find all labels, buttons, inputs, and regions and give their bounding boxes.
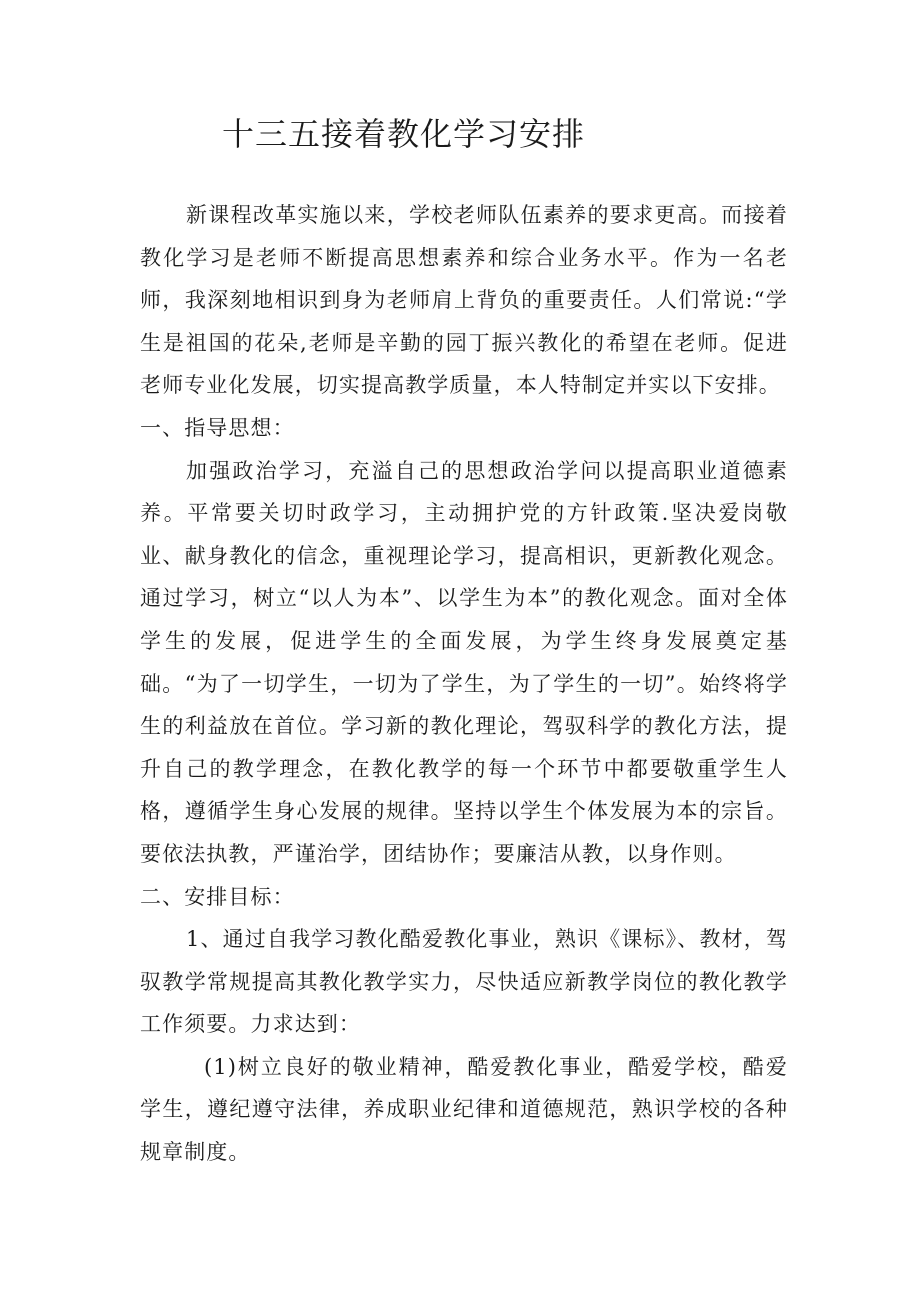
paragraph-goal-1-item-1: (1)树立良好的敬业精神，酷爱教化事业，酷爱学校，酷爱学生，遵纪遵守法律，养成职业纪律和道德规范，熟识学校的各种规章制度。 — [140, 1054, 788, 1165]
document-body — [140, 194, 788, 1174]
document-title: 十三五接着教化学习安排 — [222, 115, 586, 153]
paragraph-intro: 新课程改革实施以来，学校老师队伍素养的要求更高。而接着教化学习是老师不断提高思想素养和综合业务水平。作为一名老师，我深刻地相识到身为老师肩上背负的重要责任。人们常说:“学生是祖国的花朵,老师是辛勤的园丁振兴教化的希望在老师。促进老师专业化发展，切实提高教学质量，本人特制定并实以下安排。 — [140, 203, 788, 398]
section-heading-goals: 二、安排目标： — [140, 884, 295, 909]
paragraph-goal-1: 1、通过自我学习教化酷爱教化事业，熟识《课标》、教材，驾驭教学常规提高其教化教学实力，尽快适应新教学岗位的教化教学工作须要。力求达到： — [140, 927, 788, 1037]
section-heading-guiding: 一、指导思想： — [140, 415, 295, 440]
paragraph-guiding: 加强政治学习，充溢自己的思想政治学问以提高职业道德素养。平常要关切时政学习，主动拥护党的方针政策.坚决爱岗敬业、献身教化的信念，重视理论学习，提高相识，更新教化观念。通过学习，树立“以人为本”、以学生为本”的教化观念。面对全体学生的发展，促进学生的全面发展，为学生终身发展奠定基础。“为了一切学生，一切为了学生，为了学生的一切”。始终将学生的利益放在首位。学习新的教化理论，驾驭科学的教化方法，提升自己的教学理念，在教化教学的每一个环节中都要敬重学生人格，遵循学生身心发展的规律。坚持以学生个体发展为本的宗旨。要依法执教，严谨治学，团结协作；要廉洁从教，以身作则。 — [140, 458, 788, 866]
